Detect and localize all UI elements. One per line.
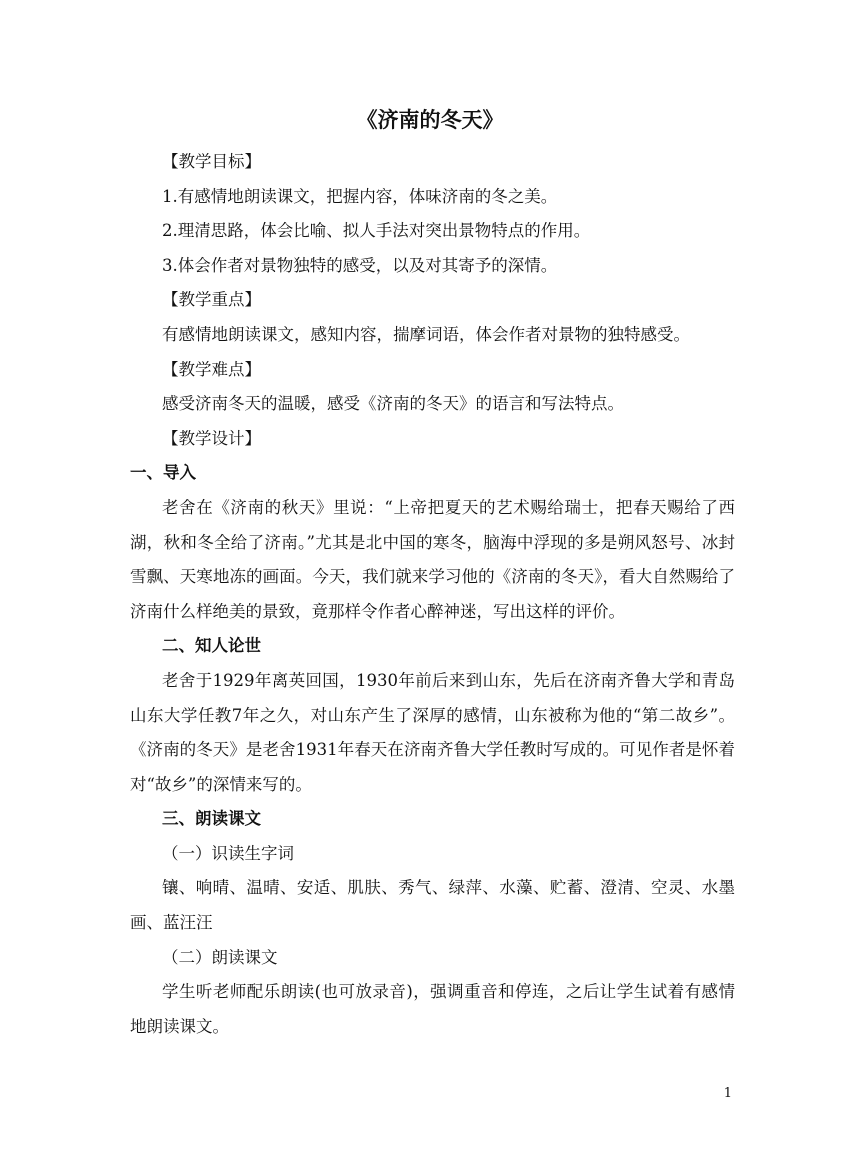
section-heading-reading: 三、朗读课文 bbox=[162, 809, 261, 829]
key-points-heading: 【教学重点】 bbox=[162, 290, 261, 310]
objective-item-1: 1.有感情地朗读课文，把握内容，体味济南的冬之美。 bbox=[162, 186, 558, 206]
vocabulary-list: 镶、响晴、温晴、安适、肌肤、秀气、绿萍、水藻、贮蓄、澄清、空灵、水墨画、蓝汪汪 bbox=[130, 878, 735, 933]
author-paragraph-block bbox=[130, 664, 735, 802]
difficulties-text: 感受济南冬天的温暖，感受《济南的冬天》的语言和写法特点。 bbox=[162, 394, 624, 414]
objective-item-2: 2.理清思路，体会比喻、拟人手法对突出景物特点的作用。 bbox=[162, 221, 591, 241]
key-points-text: 有感情地朗读课文，感知内容，揣摩词语，体会作者对景物的独特感受。 bbox=[162, 324, 690, 344]
subsection-heading-vocabulary: （一）识读生字词 bbox=[162, 843, 294, 863]
design-heading: 【教学设计】 bbox=[162, 428, 261, 448]
section-heading-author-background: 二、知人论世 bbox=[162, 636, 261, 656]
reading-paragraph: 学生听老师配乐朗读(也可放录音)，强调重音和停连，之后让学生试着有感情地朗读课文。 bbox=[130, 982, 735, 1036]
document-title: 《济南的冬天》 bbox=[356, 108, 504, 132]
objectives-heading: 【教学目标】 bbox=[162, 152, 261, 171]
intro-paragraph-block bbox=[130, 491, 735, 629]
section-heading-intro: 一、导入 bbox=[130, 463, 196, 483]
intro-paragraph: 老舍在《济南的秋天》里说：“上帝把夏天的艺术赐给瑞士，把春天赐给了西湖，秋和冬全给了济南。”尤其是北中国的寒冬，脑海中浮现的多是朔风怒号、冰封雪飘、天寒地冻的画面。今天，我们就来学习他的《济南的冬天》，看大自然赐给了济南什么样绝美的景致，竟那样令作者心醉神迷，写出这样的评价。 bbox=[130, 497, 735, 621]
vocabulary-block bbox=[130, 871, 735, 940]
difficulties-heading: 【教学难点】 bbox=[162, 359, 261, 379]
reading-paragraph-block bbox=[130, 975, 735, 1044]
document-body bbox=[130, 145, 735, 1044]
subsection-heading-reading-aloud: （二）朗读课文 bbox=[162, 947, 278, 967]
author-background-paragraph: 老舍于1929年离英回国，1930年前后来到山东，先后在济南齐鲁大学和青岛山东大学任教7年之久，对山东产生了深厚的感情，山东被称为他的“第二故乡”。《济南的冬天》是老舍1931年春天在济南齐鲁大学任教时写成的。可见作者是怀着对“故乡”的深情来写的。 bbox=[130, 670, 735, 794]
objective-item-3: 3.体会作者对景物独特的感受，以及对其寄予的深情。 bbox=[162, 255, 558, 275]
page-number: 1 bbox=[723, 1086, 732, 1101]
